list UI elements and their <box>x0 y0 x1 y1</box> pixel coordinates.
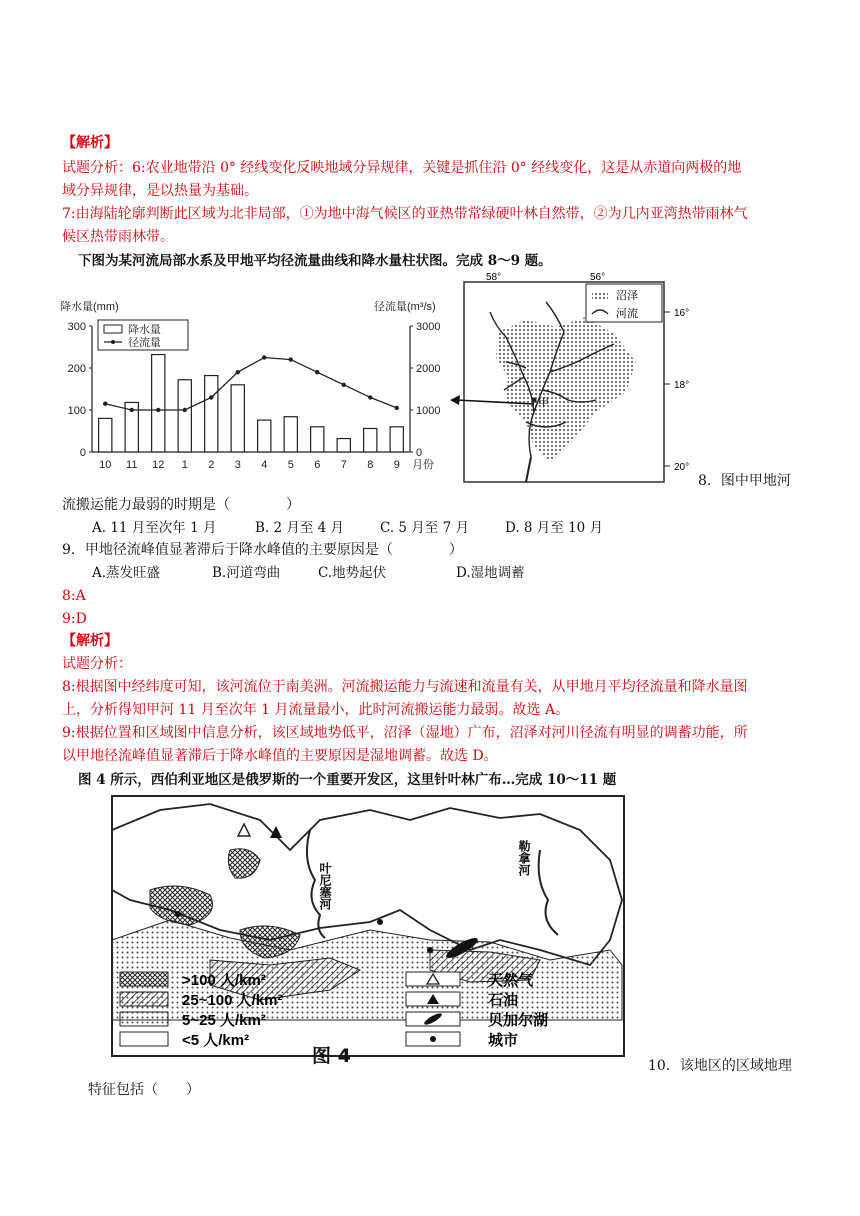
q10-stem: 特征包括（ ） <box>88 1082 200 1098</box>
lon-56: 56° <box>590 272 606 283</box>
q8-option-b[interactable]: B. 2 月至 4 月 <box>255 520 345 536</box>
x-tick-label: 4 <box>261 459 268 471</box>
legend-baikal: 贝加尔湖 <box>488 1012 549 1029</box>
q8-stem-tail: 8．图中甲地河 <box>698 473 791 489</box>
q9-option-d[interactable]: D.湿地调蓄 <box>456 565 525 581</box>
y-left-tick-label: 100 <box>67 405 86 417</box>
legend-bar-label: 降水量 <box>128 324 161 336</box>
runoff-point <box>289 357 293 361</box>
analysis-6-line-1: 试题分析：6:农业地带沿 0° 经线变化反映地域分异规律，关键是抓住沿 0° 经线变化，这是从赤道向两极的地 <box>62 160 742 176</box>
x-tick-label: 2 <box>208 459 215 471</box>
runoff-point <box>262 355 266 359</box>
x-tick-label: 10 <box>99 459 112 471</box>
chart-bars <box>99 355 404 452</box>
precip-bar <box>258 420 271 452</box>
analysis-6-line-2: 域分异规律，是以热量为基础。 <box>62 183 258 199</box>
y-right-tick-label: 2000 <box>416 363 441 375</box>
runoff-point <box>236 370 240 374</box>
legend-density-4: <5 人/km² <box>182 1032 250 1049</box>
legend-bar-swatch <box>104 325 122 333</box>
legend-gas: 天然气 <box>488 972 534 989</box>
lat-16: 16° <box>674 308 690 319</box>
chart-labels <box>60 299 440 471</box>
y-left-title: 降水量(mm) <box>60 301 119 313</box>
runoff-point <box>156 408 160 412</box>
precip-bar <box>205 376 218 452</box>
runoff-point <box>315 370 319 374</box>
figure-4-caption: 图 4 <box>312 1045 351 1067</box>
siberia-map <box>70 790 630 1070</box>
q8-9-intro: 下图为某河流局部水系及甲地平均径流量曲线和降水量柱状图。完成 8～9 题。 <box>78 253 552 269</box>
y-right-title: 径流量(m³/s) <box>374 301 436 313</box>
precip-bar <box>284 417 297 452</box>
runoff-point <box>342 383 346 387</box>
precip-bar <box>178 380 191 452</box>
q9-option-b[interactable]: B.河道弯曲 <box>212 565 281 581</box>
precip-bar <box>364 428 377 452</box>
precip-bar <box>231 385 244 452</box>
y-left-tick-label: 200 <box>67 363 86 375</box>
river-map <box>446 272 690 486</box>
lon-58: 58° <box>486 272 502 283</box>
q8-option-d[interactable]: D. 8 月至 10 月 <box>505 520 604 536</box>
map-arrow <box>448 390 538 414</box>
analysis-7-line-2: 候区热带雨林带。 <box>62 229 174 245</box>
precip-bar <box>311 427 324 452</box>
yenisei-label: 叶尼塞河 <box>318 862 332 910</box>
legend-river-label: 河流 <box>616 308 638 320</box>
analysis-7-line-1: 7:由海陆轮廓判断此区域为北非局部，①为地中海气候区的亚热带常绿硬叶林自然带，②为几内亚湾热带雨林气 <box>62 206 748 222</box>
legend-line-dot <box>111 340 115 344</box>
analysis-8-line-1: 8:根据图中经纬度可知，该河流位于南美洲。河流搬运能力与流速和流量有关，从甲地月平均径流量和降水量图 <box>62 679 748 695</box>
legend-density-2: 25~100 人/km² <box>182 992 283 1009</box>
precip-bar <box>390 427 403 452</box>
precip-bar <box>337 439 350 452</box>
y-left-tick-label: 0 <box>79 447 86 459</box>
x-tick-label: 1 <box>181 459 188 471</box>
runoff-point <box>130 408 134 412</box>
answer-8: 8:A <box>62 588 86 604</box>
x-tick-label: 12 <box>152 459 165 471</box>
x-tick-label: 9 <box>393 459 400 471</box>
analysis-2-head: 试题分析： <box>62 656 132 672</box>
x-tick-label: 7 <box>340 459 347 471</box>
precip-bar <box>99 418 112 452</box>
analysis-heading-1: 【解析】 <box>62 135 118 151</box>
runoff-line <box>105 358 397 411</box>
legend-oil: 石油 <box>488 992 519 1009</box>
runoff-point <box>395 406 399 410</box>
lat-18: 18° <box>674 380 690 391</box>
x-unit-label: 月份 <box>412 459 434 471</box>
x-tick-label: 3 <box>234 459 241 471</box>
q9-option-c[interactable]: C.地势起伏 <box>318 565 387 581</box>
point-jia-label: 甲 <box>538 397 549 409</box>
legend-city: 城市 <box>488 1032 519 1049</box>
legend-swamp-label: 沼泽 <box>616 290 638 302</box>
x-tick-label: 5 <box>287 459 294 471</box>
lat-20: 20° <box>674 462 690 473</box>
x-tick-label: 8 <box>367 459 374 471</box>
q9-option-a[interactable]: A.蒸发旺盛 <box>92 565 161 581</box>
analysis-heading-2: 【解析】 <box>62 633 118 649</box>
legend-line-label: 径流量 <box>128 337 161 349</box>
x-tick-label: 6 <box>314 459 321 471</box>
analysis-8-line-2: 上，分析得知甲河 11 月至次年 1 月流量最小，此时河流搬运能力最弱。故选 A。 <box>62 702 570 718</box>
q10-11-intro: 图 4 所示，西伯利亚地区是俄罗斯的一个重要开发区，这里针叶林广布…完成 10～11 题 <box>78 772 617 788</box>
runoff-point <box>183 408 187 412</box>
answer-9: 9:D <box>62 611 87 627</box>
precip-bar <box>152 355 165 452</box>
x-tick-label: 11 <box>126 459 138 471</box>
runoff-point <box>368 395 372 399</box>
q8-option-a[interactable]: A. 11 月至次年 1 月 <box>92 520 217 536</box>
legend-density-1: >100 人/km² <box>182 972 266 989</box>
q8-stem: 流搬运能力最弱的时期是（ ） <box>62 497 300 513</box>
analysis-9-line-2: 以甲地径流峰值显著滞后于降水峰值的主要原因是湿地调蓄。故选 D。 <box>62 748 498 764</box>
y-right-tick-label: 3000 <box>416 321 441 333</box>
analysis-9-line-1: 9:根据位置和区域图中信息分析，该区域地势低平，沼泽（湿地）广布，沼泽对河川径流有明显的调蓄功能，所 <box>62 725 748 741</box>
q8-option-c[interactable]: C. 5 月至 7 月 <box>380 520 469 536</box>
lena-label: 勒拿河 <box>517 840 531 876</box>
q9-stem: 9．甲地径流峰值显著滞后于降水峰值的主要原因是（ ） <box>62 542 463 558</box>
runoff-precipitation-chart <box>58 292 450 482</box>
y-left-tick-label: 300 <box>67 321 86 333</box>
legend-density-3: 5~25 人/km² <box>182 1012 266 1029</box>
y-right-tick-label: 1000 <box>416 405 441 417</box>
runoff-point <box>209 395 213 399</box>
y-right-tick-label: 0 <box>416 447 423 459</box>
q10-stem-tail: 10．该地区的区域地理 <box>648 1058 792 1074</box>
runoff-point <box>103 402 107 406</box>
chart-line <box>103 355 399 412</box>
